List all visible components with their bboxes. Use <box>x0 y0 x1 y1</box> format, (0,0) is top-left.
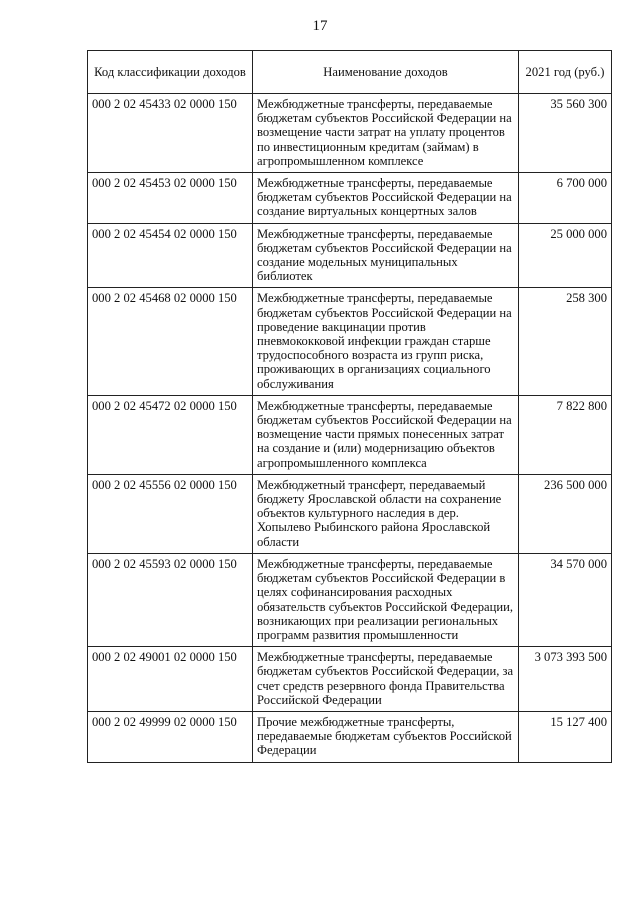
header-amount: 2021 год (руб.) <box>519 51 612 94</box>
table-row <box>88 647 612 712</box>
page-number: 17 <box>312 18 328 34</box>
row-code: 000 2 02 45454 02 0000 150 <box>88 223 253 288</box>
row-code: 000 2 02 49001 02 0000 150 <box>88 647 253 712</box>
row-code: 000 2 02 45472 02 0000 150 <box>88 395 253 474</box>
table-body <box>88 94 612 763</box>
row-name: Межбюджетные трансферты, передаваемые бюджетам субъектов Российской Федерации на проведение вакцинации против пневмококковой инфекции граждан старше трудоспособного возраста из групп риска, проживающих в организациях социального обслуживания <box>253 288 519 395</box>
row-code: 000 2 02 45593 02 0000 150 <box>88 553 253 646</box>
table-row <box>88 474 612 553</box>
row-name: Межбюджетный трансферт, передаваемый бюджету Ярославской области на сохранение объектов культурного наследия в дер. Хопылево Рыбинского района Ярославской области <box>253 474 519 553</box>
row-name: Межбюджетные трансферты, передаваемые бюджетам субъектов Российской Федерации, за счет средств резервного фонда Правительства Российской Федерации <box>253 647 519 712</box>
row-name: Межбюджетные трансферты, передаваемые бюджетам субъектов Российской Федерации на создание модельных муниципальных библиотек <box>253 223 519 288</box>
row-code: 000 2 02 45433 02 0000 150 <box>88 94 253 173</box>
row-amount: 15 127 400 <box>519 711 612 762</box>
row-amount: 7 822 800 <box>519 395 612 474</box>
row-code: 000 2 02 49999 02 0000 150 <box>88 711 253 762</box>
row-name: Межбюджетные трансферты, передаваемые бюджетам субъектов Российской Федерации на возмещение части затрат на уплату процентов по инвестиционным кредитам (займам) в агропромышленном комплексе <box>253 94 519 173</box>
header-name: Наименование доходов <box>253 51 519 94</box>
row-code: 000 2 02 45556 02 0000 150 <box>88 474 253 553</box>
table-row <box>88 173 612 224</box>
row-name: Межбюджетные трансферты, передаваемые бюджетам субъектов Российской Федерации в целях софинансирования расходных обязательств субъектов Российской Федерации, возникающих при реализации региональных программ развития промышленности <box>253 553 519 646</box>
table-row <box>88 711 612 762</box>
row-name: Межбюджетные трансферты, передаваемые бюджетам субъектов Российской Федерации на возмещение части прямых понесенных затрат на создание и (или) модернизацию объектов агропромышленного комплекса <box>253 395 519 474</box>
header-code: Код классификации доходов <box>88 51 253 94</box>
table-row <box>88 223 612 288</box>
row-amount: 34 570 000 <box>519 553 612 646</box>
row-name: Межбюджетные трансферты, передаваемые бюджетам субъектов Российской Федерации на создание виртуальных концертных залов <box>253 173 519 224</box>
row-name: Прочие межбюджетные трансферты, передаваемые бюджетам субъектов Российской Федерации <box>253 711 519 762</box>
row-code: 000 2 02 45453 02 0000 150 <box>88 173 253 224</box>
table-row <box>88 553 612 646</box>
row-amount: 236 500 000 <box>519 474 612 553</box>
revenue-table <box>87 50 612 763</box>
table-row <box>88 94 612 173</box>
row-amount: 6 700 000 <box>519 173 612 224</box>
row-amount: 35 560 300 <box>519 94 612 173</box>
row-amount: 258 300 <box>519 288 612 395</box>
header-row <box>88 51 612 94</box>
table-row <box>88 288 612 395</box>
row-amount: 25 000 000 <box>519 223 612 288</box>
row-amount: 3 073 393 500 <box>519 647 612 712</box>
table-header <box>88 51 612 94</box>
table-row <box>88 395 612 474</box>
row-code: 000 2 02 45468 02 0000 150 <box>88 288 253 395</box>
